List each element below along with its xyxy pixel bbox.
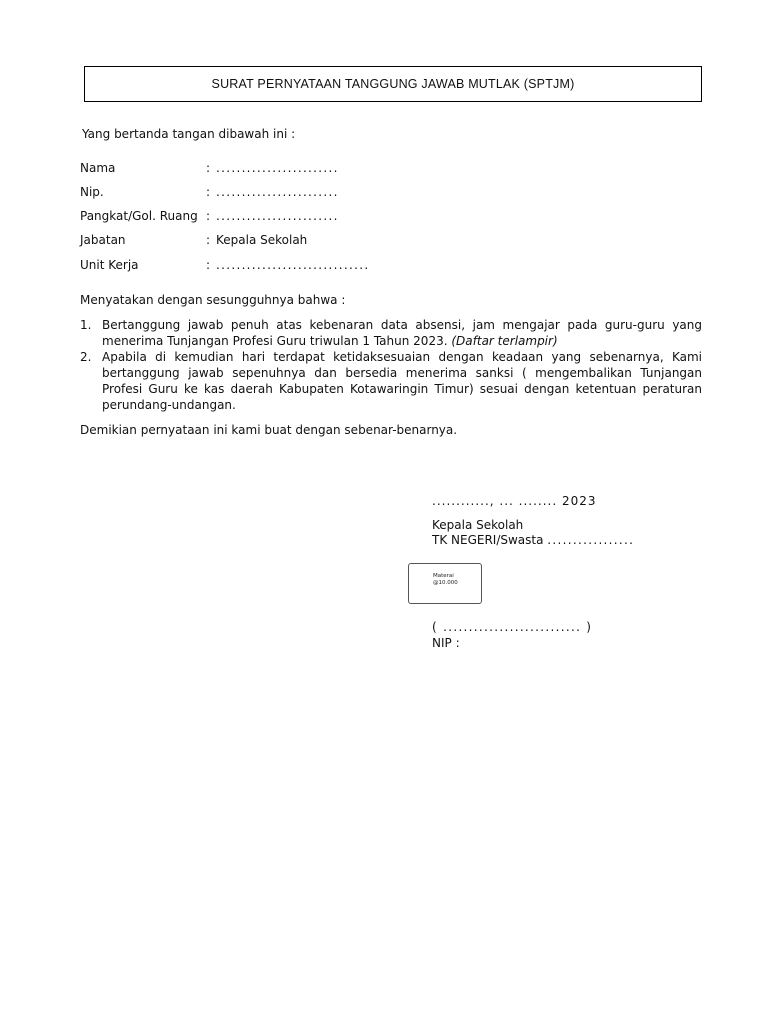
signer-position: Kepala Sekolah (432, 518, 524, 532)
field-value: ........................ (216, 209, 339, 223)
field-colon: : (206, 233, 211, 247)
school-name (432, 533, 634, 547)
statement-text: Menyatakan dengan sesungguhnya bahwa : (80, 293, 346, 307)
stamp-label: Materai (433, 573, 454, 579)
field-value: .............................. (216, 258, 370, 272)
intro-text: Yang bertanda tangan dibawah ini : (82, 127, 296, 141)
field-label: Unit Kerja (80, 258, 139, 272)
field-value: ........................ (216, 161, 339, 175)
closing-text: Demikian pernyataan ini kami buat dengan sebenar-benarnya. (80, 423, 458, 437)
field-row-jabatan (80, 233, 307, 247)
field-label: Jabatan (80, 233, 126, 247)
item-number: 2. (80, 350, 92, 364)
list-item (80, 317, 702, 349)
field-row-pangkat (80, 209, 339, 223)
field-colon: : (206, 209, 211, 223)
field-row-nip (80, 185, 339, 199)
signer-name-line: ( ........................... ) (432, 620, 593, 634)
stamp-box (408, 563, 482, 604)
title-box (84, 66, 702, 102)
field-colon: : (206, 258, 211, 272)
field-row-unit-kerja (80, 258, 369, 272)
item-text: Apabila di kemudian hari terdapat ketidaksesuaian dengan keadaan yang sebenarnya, Kami bertanggung jawab sepenuhnya dan bersedia menerima sanksi ( mengembalikan Tunjangan Profesi Guru ke kas daerah Kabupaten Kotawaringin Timur) sesuai dengan ketentuan peraturan perundang-undangan. (102, 350, 702, 412)
field-label: Nip. (80, 185, 104, 199)
field-label: Pangkat/Gol. Ruang (80, 209, 198, 223)
field-label: Nama (80, 161, 116, 175)
item-number: 1. (80, 318, 92, 332)
place-date: ............, ... ........ 2023 (432, 494, 597, 508)
field-value: ........................ (216, 185, 339, 199)
field-colon: : (206, 185, 211, 199)
signer-nip: NIP : (432, 636, 460, 650)
stamp-value: @10.000 (433, 580, 458, 586)
item-text: Bertanggung jawab penuh atas kebenaran data absensi, jam mengajar pada guru-guru yang menerima Tunjangan Profesi Guru triwulan 1 Tahun 2023. (Daftar terlampir) (102, 318, 702, 348)
list-item (80, 349, 702, 413)
document-title: SURAT PERNYATAAN TANGGUNG JAWAB MUTLAK (SPTJM) (211, 77, 575, 91)
field-value: Kepala Sekolah (216, 233, 308, 247)
statement-list (80, 317, 702, 413)
item-note: (Daftar terlampir) (451, 334, 558, 348)
school-prefix: TK NEGERI/Swasta (432, 533, 544, 547)
field-colon: : (206, 161, 211, 175)
field-row-nama (80, 161, 339, 175)
school-dots: ................. (547, 533, 635, 547)
